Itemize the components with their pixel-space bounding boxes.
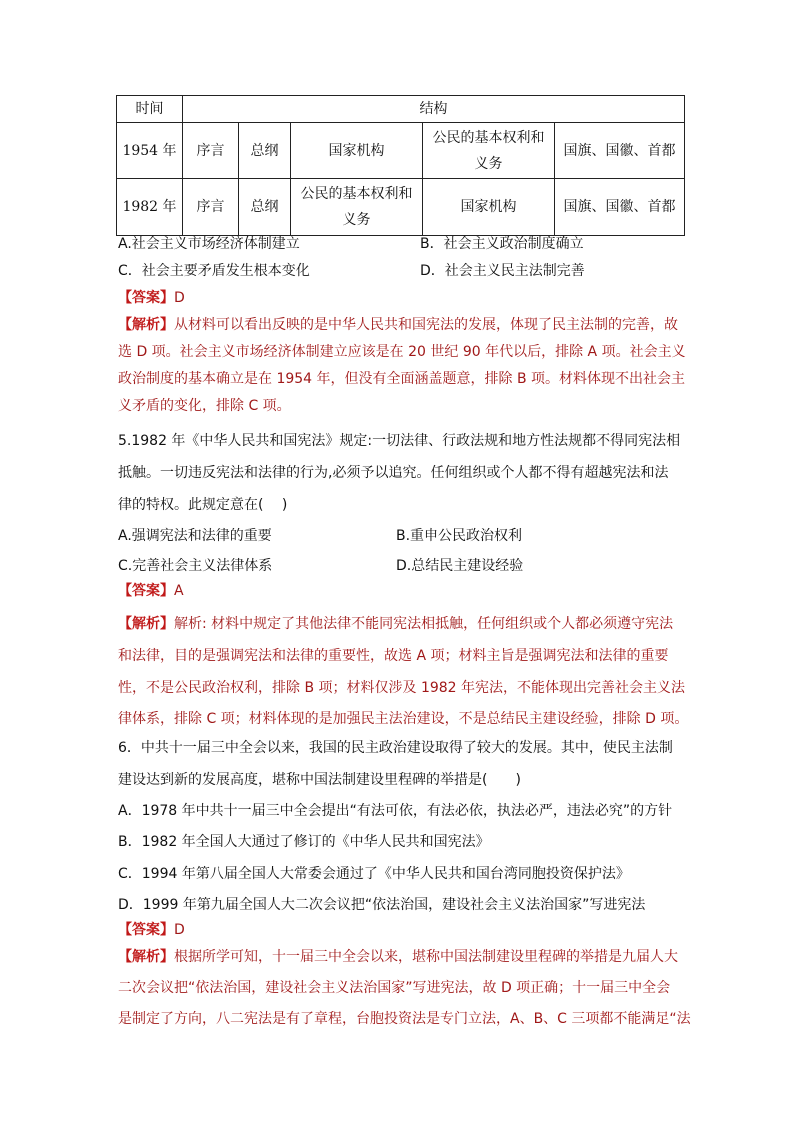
cell-citizen-rights: 公民的基本权利和 义务	[423, 123, 555, 179]
cell-preamble: 序言	[183, 179, 239, 236]
q5-stem-line: 律的特权。此规定意在( )	[118, 497, 288, 513]
q6-stem-line: 建设达到新的发展高度，堪称中国法制建设里程碑的举措是( )	[118, 772, 521, 788]
q4-option-a: A.社会主义市场经济体制建立	[118, 236, 300, 252]
q5-stem-line: 抵触。一切违反宪法和法律的行为,必须予以追究。任何组织或个人都不得有超越宪法和法	[118, 465, 669, 481]
q6-answer: 【答案】D	[118, 922, 185, 938]
q5-analysis-line: 性，不是公民政治权利，排除 B 项；材料仅涉及 1982 年宪法，不能体现出完善社会主义法	[118, 680, 686, 696]
q4-analysis-line: 义矛盾的变化，排除 C 项。	[118, 398, 291, 414]
q5-option-d: D.总结民主建设经验	[396, 558, 524, 574]
cell-general: 总纲	[239, 179, 291, 236]
cell-flag-emblem-capital: 国旗、国徽、首都	[555, 123, 685, 179]
q5-analysis-line: 【解析】解析: 材料中规定了其他法律不能同宪法相抵触，任何组织或个人都必须遵守宪法	[118, 616, 674, 632]
q6-stem-line: 6．中共十一届三中全会以来，我国的民主政治建设取得了较大的发展。其中，使民主法制	[118, 740, 673, 756]
q5-option-b: B.重申公民政治权利	[396, 528, 523, 544]
cell-state-organs: 国家机构	[423, 179, 555, 236]
cell-state-organs: 国家机构	[291, 123, 423, 179]
q4-analysis-line: 选 D 项。社会主义市场经济体制建立应该是在 20 世纪 90 年代以后，排除 A 项。社会主义	[118, 344, 686, 360]
q4-answer: 【答案】D	[118, 290, 185, 306]
cell-general: 总纲	[239, 123, 291, 179]
q4-analysis-line: 政治制度的基本确立是在 1954 年，但没有全面涵盖题意，排除 B 项。材料体现不出社会主	[118, 371, 686, 387]
year-1982: 1982 年	[117, 179, 183, 236]
q6-analysis-line: 【解析】根据所学可知，十一届三中全会以来，堪称中国法制建设里程碑的举措是九届人大	[118, 949, 678, 965]
q4-option-b: B．社会主义政治制度确立	[420, 236, 584, 252]
year-1954: 1954 年	[117, 123, 183, 179]
cell-flag-emblem-capital: 国旗、国徽、首都	[555, 179, 685, 236]
q6-analysis-line: 二次会议把“依法治国，建设社会主义法治国家”写进宪法，故 D 项正确；十一届三中全会	[118, 980, 671, 996]
header-time: 时间	[117, 96, 183, 123]
constitution-structure-table	[116, 95, 685, 236]
q6-option-c: C．1994 年第八届全国人大常委会通过了《中华人民共和国台湾同胞投资保护法》	[118, 866, 630, 882]
q5-option-c: C.完善社会主义法律体系	[118, 558, 273, 574]
q6-option-a: A．1978 年中共十一届三中全会提出“有法可依，有法必依，执法必严，违法必究”的方针	[118, 803, 673, 819]
q5-analysis-line: 和法律，目的是强调宪法和法律的重要性，故选 A 项；材料主旨是强调宪法和法律的重要	[118, 648, 669, 664]
q6-option-d: D．1999 年第九届全国人大二次会议把“依法治国，建设社会主义法治国家”写进宪法	[118, 897, 646, 913]
q6-analysis-line: 是制定了方向，八二宪法是有了章程，台胞投资法是专门立法，A、B、C 三项都不能满足“法	[118, 1011, 691, 1027]
q4-analysis-line: 【解析】从材料可以看出反映的是中华人民共和国宪法的发展，体现了民主法制的完善，故	[118, 317, 678, 333]
q5-analysis-line: 律体系，排除 C 项；材料体现的是加强民主法治建设，不是总结民主建设经验，排除 D 项。	[118, 711, 689, 727]
q5-answer: 【答案】A	[118, 583, 184, 599]
cell-citizen-rights: 公民的基本权利和 义务	[291, 179, 423, 236]
q4-option-c: C．社会主要矛盾发生根本变化	[118, 263, 310, 279]
q6-option-b: B．1982 年全国人大通过了修订的《中华人民共和国宪法》	[118, 834, 490, 850]
header-structure: 结构	[183, 96, 685, 123]
cell-preamble: 序言	[183, 123, 239, 179]
q5-stem-line: 5.1982 年《中华人民共和国宪法》规定:一切法律、行政法规和地方性法规都不得同宪法相	[118, 433, 681, 449]
q4-option-d: D．社会主义民主法制完善	[420, 263, 585, 279]
q5-option-a: A.强调宪法和法律的重要	[118, 528, 272, 544]
